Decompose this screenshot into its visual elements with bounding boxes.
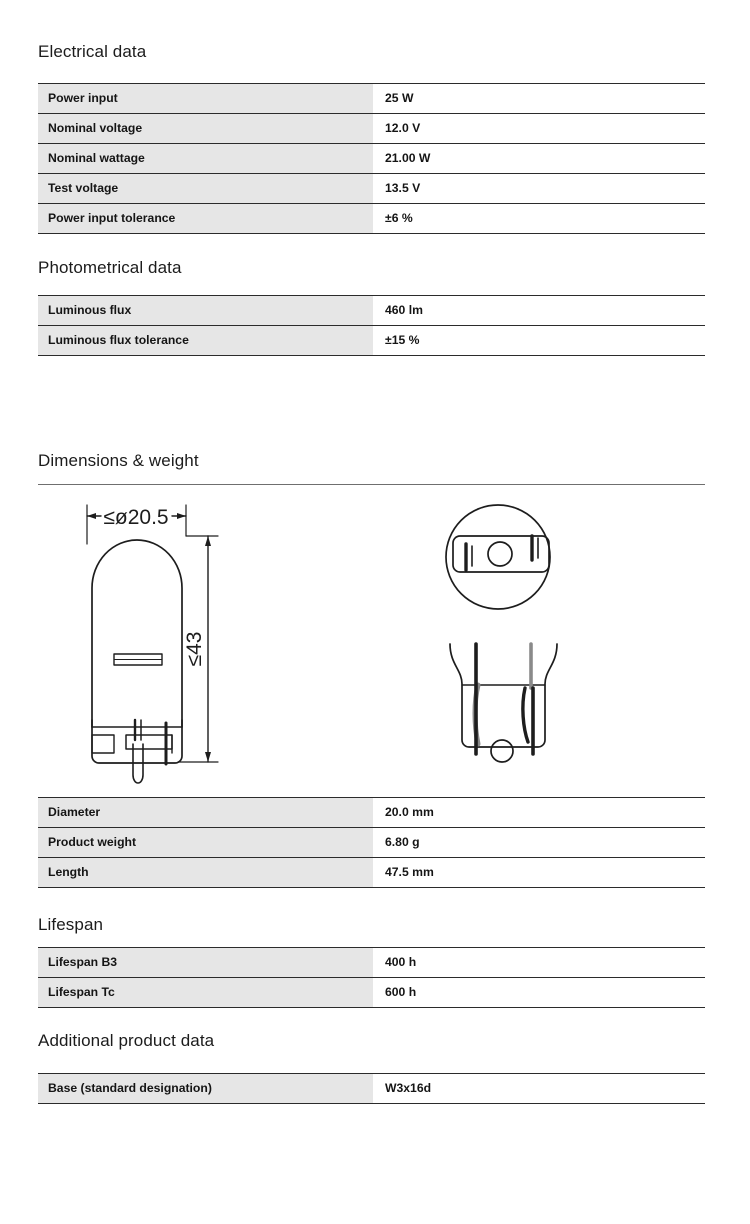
row-label: Power input tolerance (38, 204, 373, 234)
cross-section-bottom-circle (491, 740, 513, 762)
section-heading-electrical: Electrical data (38, 42, 147, 61)
bulb-glass-envelope (92, 540, 182, 727)
row-label: Lifespan B3 (38, 948, 373, 978)
row-label: Lifespan Tc (38, 978, 373, 1008)
row-value: 25 W (373, 84, 705, 114)
table-row (38, 144, 705, 174)
height-arrow-bottom (205, 752, 211, 762)
table-row (38, 296, 705, 326)
row-label: Luminous flux tolerance (38, 326, 373, 356)
table-row (38, 858, 705, 888)
row-value: 600 h (373, 978, 705, 1008)
table-row (38, 84, 705, 114)
table-row (38, 174, 705, 204)
row-label: Power input (38, 84, 373, 114)
table-dimensions-weight (38, 797, 705, 888)
cross-section-base-outline (450, 644, 557, 747)
table-row (38, 204, 705, 234)
row-value: 400 h (373, 948, 705, 978)
row-value: 20.0 mm (373, 798, 705, 828)
row-label: Luminous flux (38, 296, 373, 326)
bulb-base-notch (92, 735, 114, 753)
row-label: Diameter (38, 798, 373, 828)
table-additional-product-data (38, 1073, 705, 1104)
section-heading-additional: Additional product data (38, 1031, 215, 1050)
row-value: 460 lm (373, 296, 705, 326)
row-label: Length (38, 858, 373, 888)
diameter-arrow-left (87, 513, 96, 519)
row-value: W3x16d (373, 1074, 705, 1104)
section-heading-photometrical: Photometrical data (38, 258, 182, 277)
section-heading-lifespan: Lifespan (38, 915, 104, 934)
diameter-arrow-right (177, 513, 186, 519)
row-value: 47.5 mm (373, 858, 705, 888)
table-row (38, 828, 705, 858)
cross-section-filament-right (523, 688, 528, 742)
table-row (38, 326, 705, 356)
row-label: Base (standard designation) (38, 1074, 373, 1104)
height-dimension-label: ≤43 (183, 631, 206, 667)
table-row (38, 948, 705, 978)
table-row (38, 798, 705, 828)
bottom-view-center-circle (488, 542, 512, 566)
table-row (38, 978, 705, 1008)
dimension-drawing (38, 492, 705, 787)
row-label: Product weight (38, 828, 373, 858)
bottom-view-outer-circle (446, 505, 550, 609)
row-value: 12.0 V (373, 114, 705, 144)
bulb-technical-drawing-svg (38, 492, 705, 787)
table-row (38, 1074, 705, 1104)
row-value: 13.5 V (373, 174, 705, 204)
height-arrow-top (205, 536, 211, 546)
table-lifespan (38, 947, 705, 1008)
diameter-dimension-label: ≤ø20.5 (103, 506, 169, 529)
row-value: 21.00 W (373, 144, 705, 174)
table-photometrical-data (38, 295, 705, 356)
table-electrical-data (38, 83, 705, 234)
row-value: ±15 % (373, 326, 705, 356)
row-value: 6.80 g (373, 828, 705, 858)
row-label: Nominal wattage (38, 144, 373, 174)
dimensions-heading-rule (38, 484, 705, 485)
section-heading-dimensions: Dimensions & weight (38, 451, 199, 470)
row-value: ±6 % (373, 204, 705, 234)
table-row (38, 114, 705, 144)
row-label: Nominal voltage (38, 114, 373, 144)
row-label: Test voltage (38, 174, 373, 204)
